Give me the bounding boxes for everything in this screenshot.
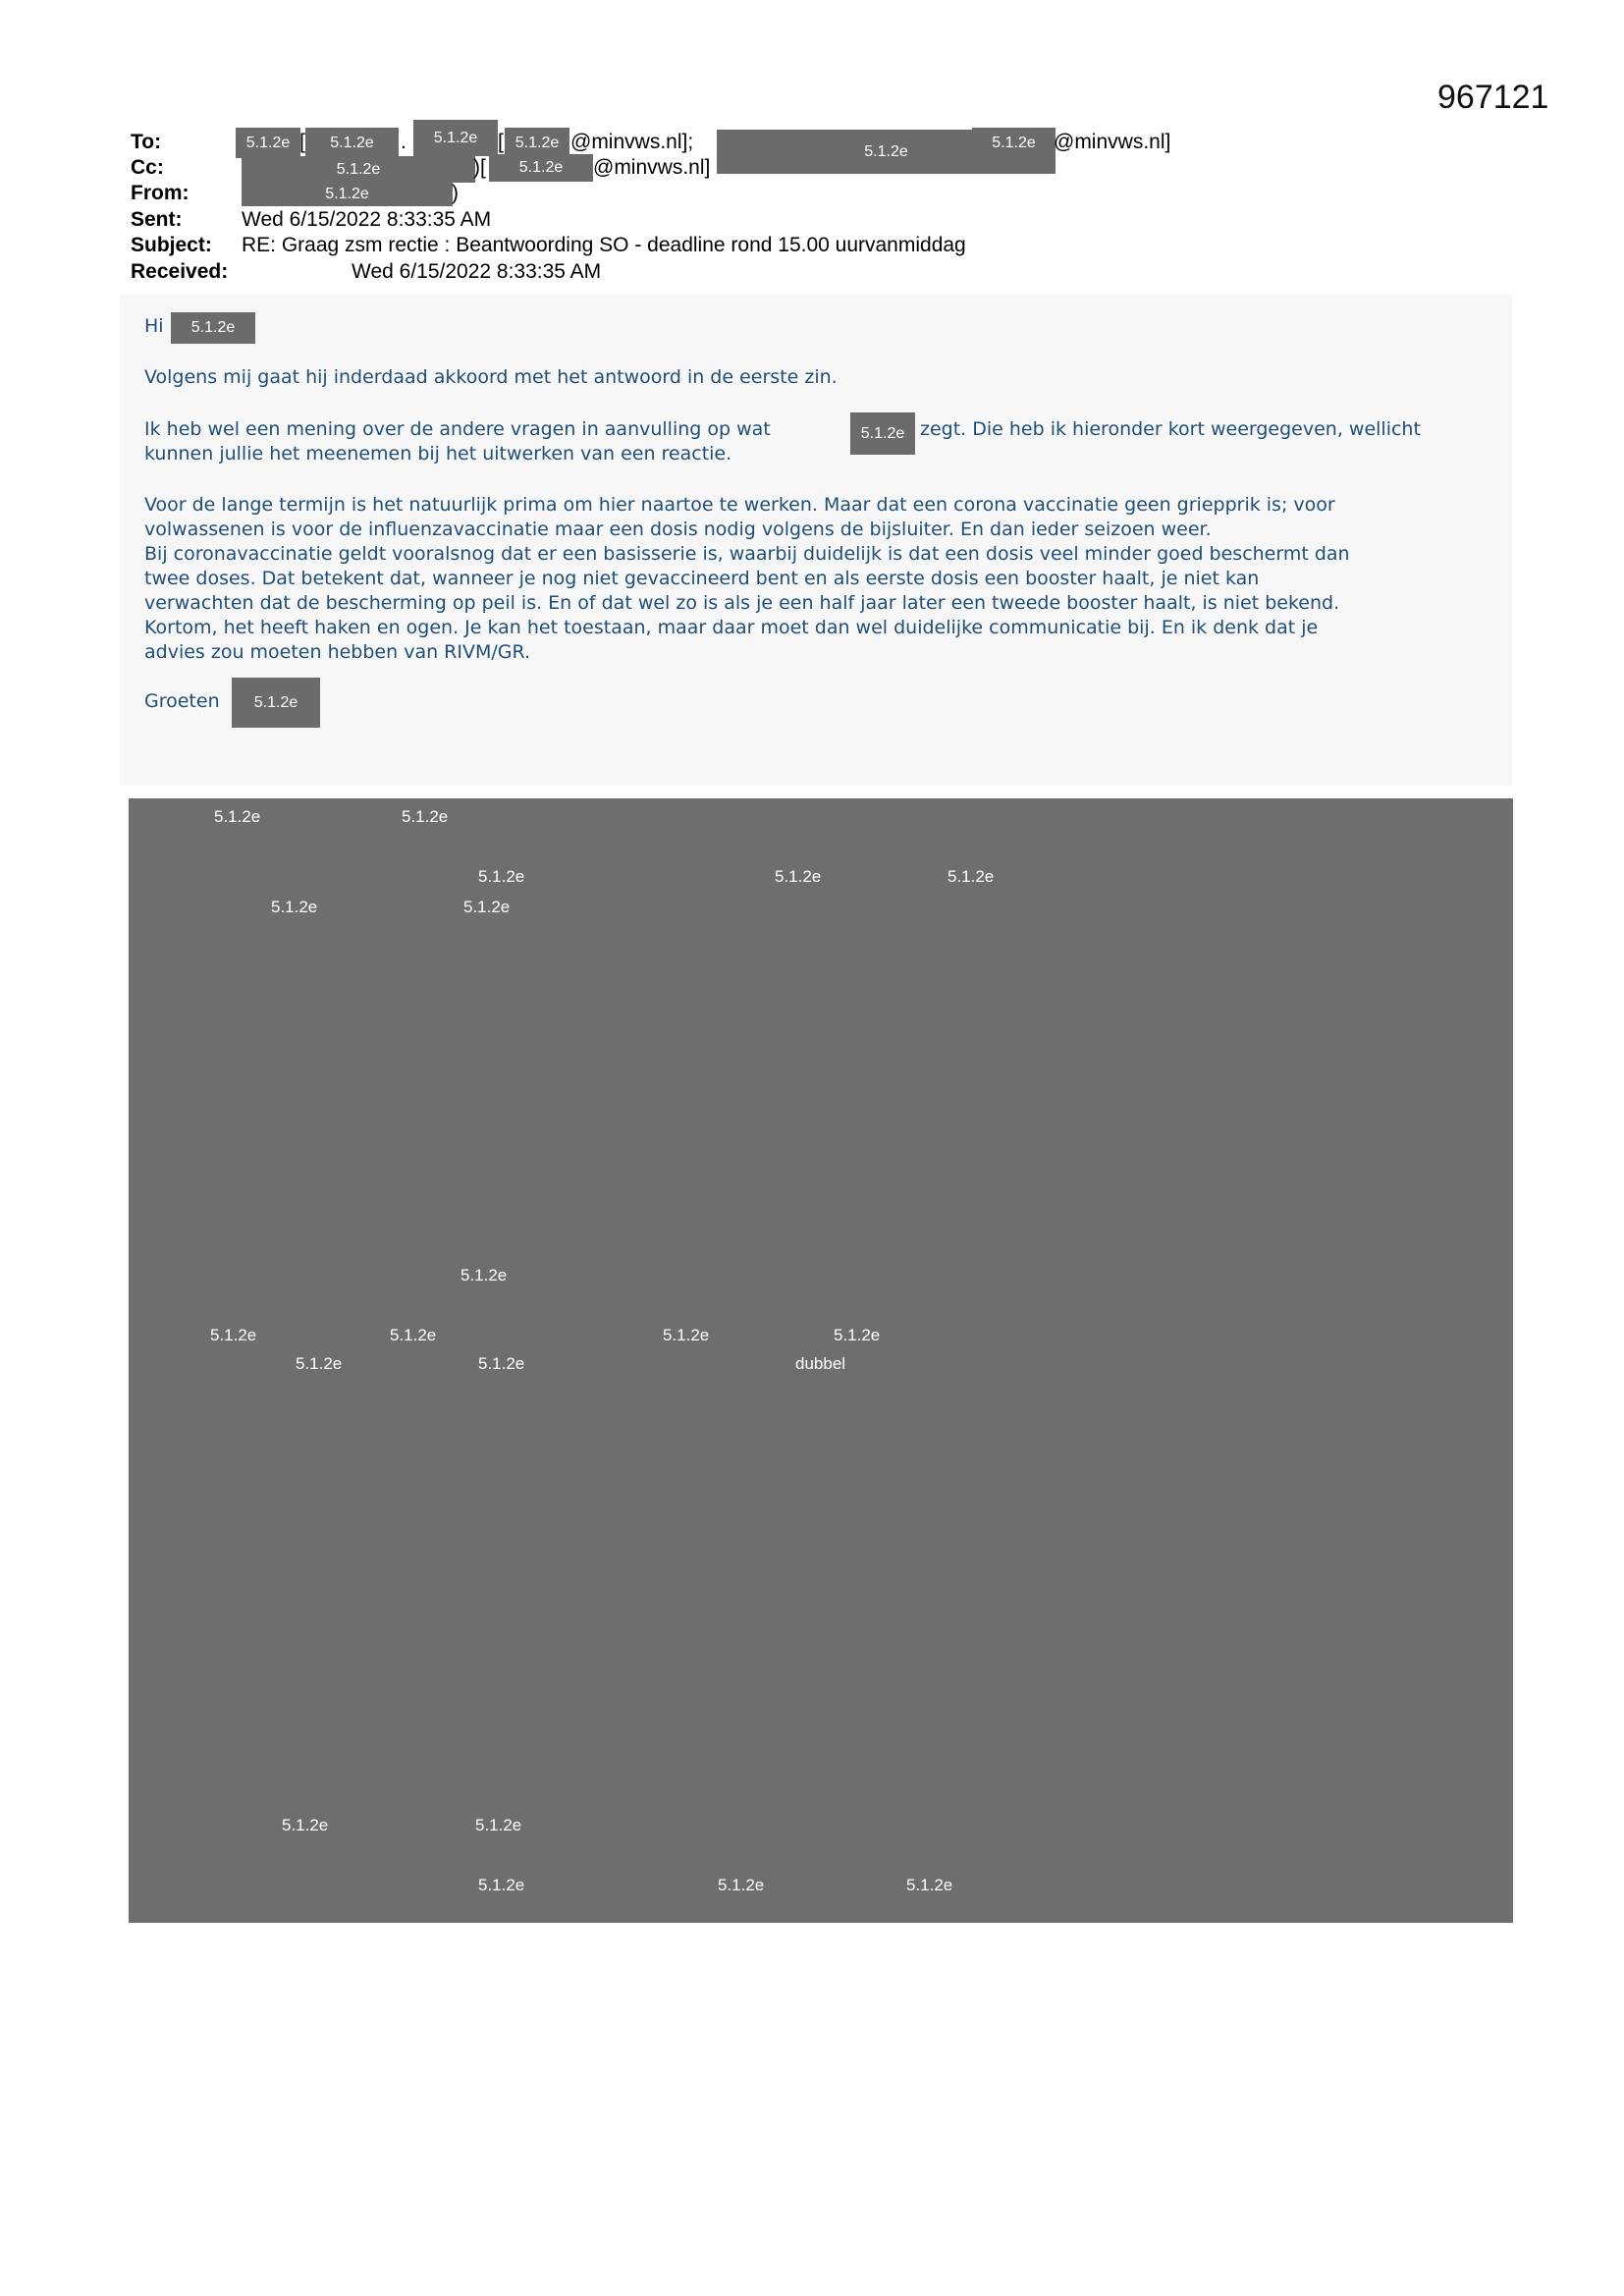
redaction-code: 5.1.2e: [296, 1354, 343, 1373]
subject-value: RE: Graag zsm rectie : Beantwoording SO - deadline rond 15.00 uurvanmiddag: [242, 234, 966, 256]
to-separator: [: [498, 131, 504, 153]
redaction-code: 5.1.2e: [460, 1266, 508, 1285]
paragraph-3-line: Voor de lange termijn is het natuurlijk prima om hier naartoe te werken. Maar dat een corona vaccinatie geen griepprik is; voor: [144, 494, 1335, 516]
to-separator: [: [299, 131, 305, 153]
document-id: 967121: [1437, 79, 1549, 116]
paragraph-3-line: Bij coronavaccinatie geldt vooralsnog dat er een basisserie is, waarbij duidelijk is dat een dosis veel minder goed beschermt dan: [144, 543, 1350, 565]
paragraph-2-line-1b: zegt. Die heb ik hieronder kort weergegeven, wellicht: [920, 418, 1421, 440]
closing: Groeten: [144, 690, 220, 712]
paragraph-2-line-2: kunnen jullie het meenemen bij het uitwerken van een reactie.: [144, 443, 732, 465]
redaction-box: 5.1.2e: [505, 128, 569, 158]
sent-label: Sent:: [131, 208, 183, 231]
redaction-box: 5.1.2e: [242, 182, 453, 206]
to-separator: .: [401, 131, 406, 153]
redaction-code: 5.1.2e: [402, 807, 449, 826]
paragraph-3-line: twee doses. Dat betekent dat, wanneer je nog niet gevaccineerd bent en als eerste dosis een booster haalt, je niet kan: [144, 568, 1260, 589]
redaction-code: 5.1.2e: [663, 1326, 710, 1344]
greeting: Hi: [144, 315, 164, 337]
redaction-code: 5.1.2e: [390, 1326, 437, 1344]
redaction-code: 5.1.2e: [210, 1326, 257, 1344]
paragraph-3: [144, 493, 1489, 665]
redaction-box: 5.1.2e: [171, 312, 255, 344]
redaction-box: 5.1.2e: [232, 678, 320, 728]
redaction-box: 5.1.2e: [850, 412, 915, 455]
from-label: From:: [131, 182, 189, 204]
redaction-box: 5.1.2e: [242, 156, 475, 183]
from-close: ): [452, 182, 459, 204]
redaction-code: 5.1.2e: [718, 1876, 765, 1894]
visible-word-dubbel: dubbel: [795, 1354, 846, 1373]
received-label: Received:: [131, 260, 229, 283]
redaction-code: 5.1.2e: [947, 867, 995, 886]
redaction-code: 5.1.2e: [214, 807, 261, 826]
to-label: To:: [131, 131, 162, 153]
redaction-box: 5.1.2e: [413, 120, 498, 156]
redaction-box: 5.1.2e: [717, 130, 1056, 174]
paragraph-3-line: volwassenen is voor de influenzavaccinatie maar een dosis nodig volgens de bijsluiter. En dan ieder seizoen weer.: [144, 519, 1212, 540]
cc-separator: )[: [473, 156, 486, 179]
redaction-code: 5.1.2e: [478, 1876, 525, 1894]
sent-value: Wed 6/15/2022 8:33:35 AM: [242, 208, 492, 231]
redaction-code: 5.1.2e: [271, 898, 318, 916]
paragraph-3-line: verwachten dat de bescherming op peil is. En of dat wel zo is als je een half jaar later een tweede booster haalt, is niet bekend.: [144, 592, 1340, 614]
paragraph-2-line-1a: Ik heb wel een mening over de andere vragen in aanvulling op wat: [144, 418, 771, 440]
redaction-code: 5.1.2e: [478, 1354, 525, 1373]
received-value: Wed 6/15/2022 8:33:35 AM: [352, 260, 602, 283]
paragraph-3-line: advies zou moeten hebben van RIVM/GR.: [144, 641, 531, 663]
redaction-box: 5.1.2e: [305, 128, 399, 158]
to-address-domain: @minvws.nl]: [1054, 131, 1171, 153]
redaction-code: 5.1.2e: [478, 867, 525, 886]
redaction-box: 5.1.2e: [972, 128, 1056, 158]
subject-label: Subject:: [131, 234, 212, 256]
cc-label: Cc:: [131, 156, 164, 179]
redaction-code: 5.1.2e: [775, 867, 822, 886]
redaction-code: 5.1.2e: [282, 1816, 329, 1834]
redaction-box: 5.1.2e: [236, 128, 300, 158]
paragraph-3-line: Kortom, het heeft haken en ogen. Je kan het toestaan, maar daar moet dan wel duidelijke communicatie bij. En ik denk dat je: [144, 617, 1319, 638]
greeting-line: [144, 314, 1489, 339]
paragraph-1: Volgens mij gaat hij inderdaad akkoord met het antwoord in de eerste zin.: [144, 366, 838, 388]
to-address-domain: @minvws.nl];: [570, 131, 694, 153]
redaction-code: 5.1.2e: [834, 1326, 881, 1344]
redaction-code: 5.1.2e: [463, 898, 511, 916]
cc-address-domain: @minvws.nl]: [593, 156, 711, 179]
redaction-code: 5.1.2e: [475, 1816, 522, 1834]
redaction-box: 5.1.2e: [489, 154, 593, 182]
redaction-code: 5.1.2e: [906, 1876, 953, 1894]
